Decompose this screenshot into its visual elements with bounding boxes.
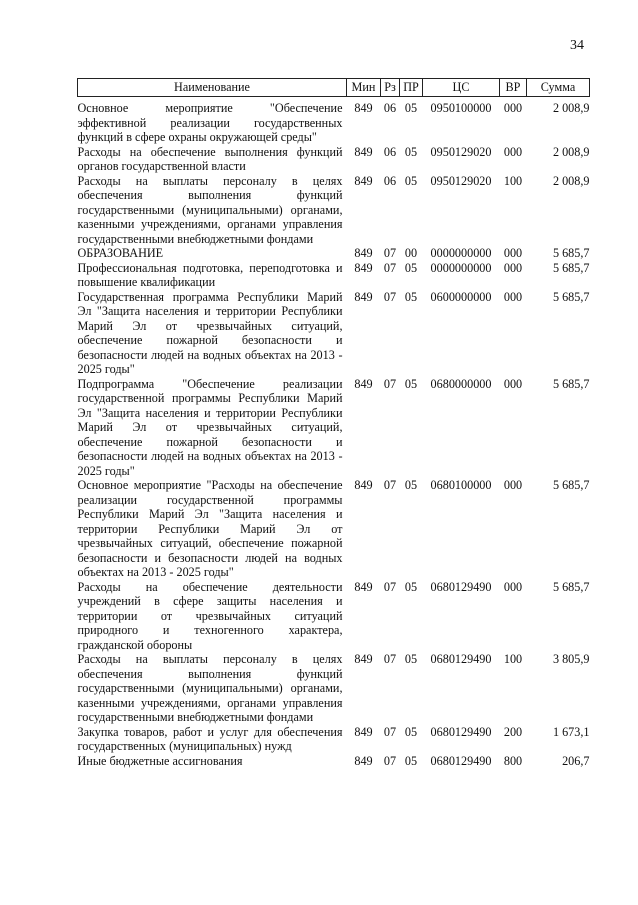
row-sum: 5 685,7 [552, 289, 590, 304]
row-rz: 07 [383, 753, 397, 768]
row-sum: 206,7 [562, 753, 590, 768]
row-pr: 05 [404, 753, 418, 768]
row-min: 849 [354, 652, 373, 666]
row-rz: 07 [383, 246, 397, 260]
row-pr: 05 [404, 173, 418, 188]
row-cs: 0950129020 [430, 173, 492, 188]
row-vr: 000 [503, 289, 523, 304]
row-vr: 200 [503, 724, 523, 739]
row-sum: 3 805,9 [552, 652, 590, 666]
row-cs: 0680129490 [430, 652, 492, 666]
row-sum: 5 685,7 [552, 260, 590, 275]
row-pr: 05 [404, 144, 418, 159]
header-name: Наименование [78, 79, 347, 97]
row-min: 849 [354, 753, 373, 768]
row-name: Расходы на обеспечение выполнения функций органов государственной власти [77, 144, 343, 173]
row-name: Государственная программа Республики Марий Эл "Защита населения и территории Республики Марий Эл от чрезвычайных ситуаций, обеспечение пожарной безопасности и безопасности людей на водных объектах на 2013 - 2025 годы" [77, 289, 343, 376]
table-row [78, 97, 590, 145]
row-min: 849 [354, 289, 373, 304]
row-pr: 05 [404, 579, 418, 594]
table-header [78, 79, 590, 97]
page-number: 34 [570, 38, 584, 53]
row-name: Закупка товаров, работ и услуг для обеспечения государственных (муниципальных) нужд [77, 724, 343, 753]
row-name: Расходы на выплаты персоналу в целях обеспечения выполнения функций государственными (муниципальными) органами, казенными учреждениями, органами управления государственными внебюджетными фондами [77, 652, 343, 724]
row-min: 849 [354, 724, 373, 739]
row-sum: 5 685,7 [552, 376, 590, 391]
row-name: Расходы на выплаты персоналу в целях обеспечения выполнения функций государственными (муниципальными) органами, казенными учреждениями, органами управления государственными внебюджетными фондами [77, 173, 343, 246]
row-rz: 07 [383, 289, 397, 304]
row-pr: 05 [404, 652, 418, 666]
table-row [78, 246, 590, 261]
row-sum: 5 685,7 [552, 478, 590, 492]
budget-table [77, 78, 590, 768]
row-sum: 2 008,9 [552, 173, 590, 188]
row-min: 849 [354, 101, 373, 115]
table-row [78, 478, 590, 580]
row-vr: 000 [503, 478, 523, 492]
header-min: Мин [347, 79, 381, 97]
row-name: Подпрограмма "Обеспечение реализации государственной программы Республики Марий Эл "Защита населения и территории Республики Марий Эл от чрезвычайных ситуаций, обеспечение пожарной безопасности и безопасности людей на водных объектах на 2013 - 2025 годы" [77, 376, 343, 478]
row-sum: 1 673,1 [552, 724, 590, 739]
row-name: Основное мероприятие "Обеспечение эффективной реализации государственных функций в сфере охраны окружающей среды" [77, 101, 343, 144]
table-row [78, 754, 590, 769]
row-min: 849 [354, 579, 373, 594]
row-vr: 000 [503, 376, 523, 391]
row-cs: 0680129490 [430, 724, 492, 739]
row-pr: 05 [404, 376, 418, 391]
header-rz: Рз [381, 79, 400, 97]
row-min: 849 [354, 173, 373, 188]
row-vr: 000 [503, 144, 523, 159]
row-pr: 05 [404, 101, 418, 115]
table-row [78, 174, 590, 247]
row-cs: 0950129020 [430, 144, 492, 159]
row-cs: 0680000000 [430, 376, 492, 391]
row-rz: 07 [383, 724, 397, 739]
row-sum: 2 008,9 [552, 101, 590, 115]
row-vr: 000 [503, 579, 523, 594]
table-body [78, 97, 590, 769]
table-row [78, 145, 590, 174]
row-rz: 07 [383, 376, 397, 391]
row-min: 849 [354, 260, 373, 275]
row-vr: 000 [503, 260, 523, 275]
row-vr: 100 [503, 173, 523, 188]
row-min: 849 [354, 478, 373, 492]
header-cs: ЦС [423, 79, 500, 97]
row-name: ОБРАЗОВАНИЕ [77, 246, 164, 260]
table-row [78, 580, 590, 653]
row-min: 849 [354, 376, 373, 391]
row-vr: 100 [503, 652, 523, 666]
row-pr: 05 [404, 478, 418, 492]
row-sum: 2 008,9 [552, 144, 590, 159]
row-cs: 0680129490 [430, 753, 492, 768]
row-cs: 0950100000 [430, 101, 492, 115]
row-min: 849 [354, 246, 373, 260]
row-rz: 07 [383, 260, 397, 275]
table-row [78, 377, 590, 479]
row-name: Профессиональная подготовка, переподготовка и повышение квалификации [77, 260, 343, 289]
row-cs: 0600000000 [430, 289, 492, 304]
row-pr: 05 [404, 289, 418, 304]
row-pr: 00 [404, 246, 418, 260]
row-rz: 07 [383, 478, 397, 492]
row-cs: 0000000000 [430, 246, 492, 260]
row-min: 849 [354, 144, 373, 159]
row-rz: 06 [383, 144, 397, 159]
row-rz: 06 [383, 101, 397, 115]
row-rz: 06 [383, 173, 397, 188]
table-row [78, 261, 590, 290]
row-sum: 5 685,7 [552, 579, 590, 594]
row-cs: 0000000000 [430, 260, 492, 275]
row-vr: 000 [503, 101, 523, 115]
row-name: Расходы на обеспечение деятельности учреждений в сфере защиты населения и территории от чрезвычайных ситуаций природного и техногенного характера, гражданской обороны [77, 579, 343, 652]
row-rz: 07 [383, 579, 397, 594]
header-sum: Сумма [527, 79, 590, 97]
row-vr: 000 [503, 246, 523, 260]
row-cs: 0680100000 [430, 478, 492, 492]
row-pr: 05 [404, 260, 418, 275]
row-cs: 0680129490 [430, 579, 492, 594]
row-rz: 07 [383, 652, 397, 666]
row-pr: 05 [404, 724, 418, 739]
row-name: Иные бюджетные ассигнования [77, 753, 243, 768]
row-name: Основное мероприятие "Расходы на обеспечение реализации государственной программы Республики Марий Эл "Защита населения и территории Республики Марий Эл от чрезвычайных ситуаций, обеспечение пожарной безопасности и безопасности людей на водных объектах на 2013 - 2025 годы" [77, 478, 343, 579]
row-sum: 5 685,7 [552, 246, 590, 260]
header-pr: ПР [400, 79, 423, 97]
table-row [78, 725, 590, 754]
header-vr: ВР [500, 79, 527, 97]
row-vr: 800 [503, 753, 523, 768]
table-row [78, 652, 590, 725]
table-row [78, 290, 590, 377]
